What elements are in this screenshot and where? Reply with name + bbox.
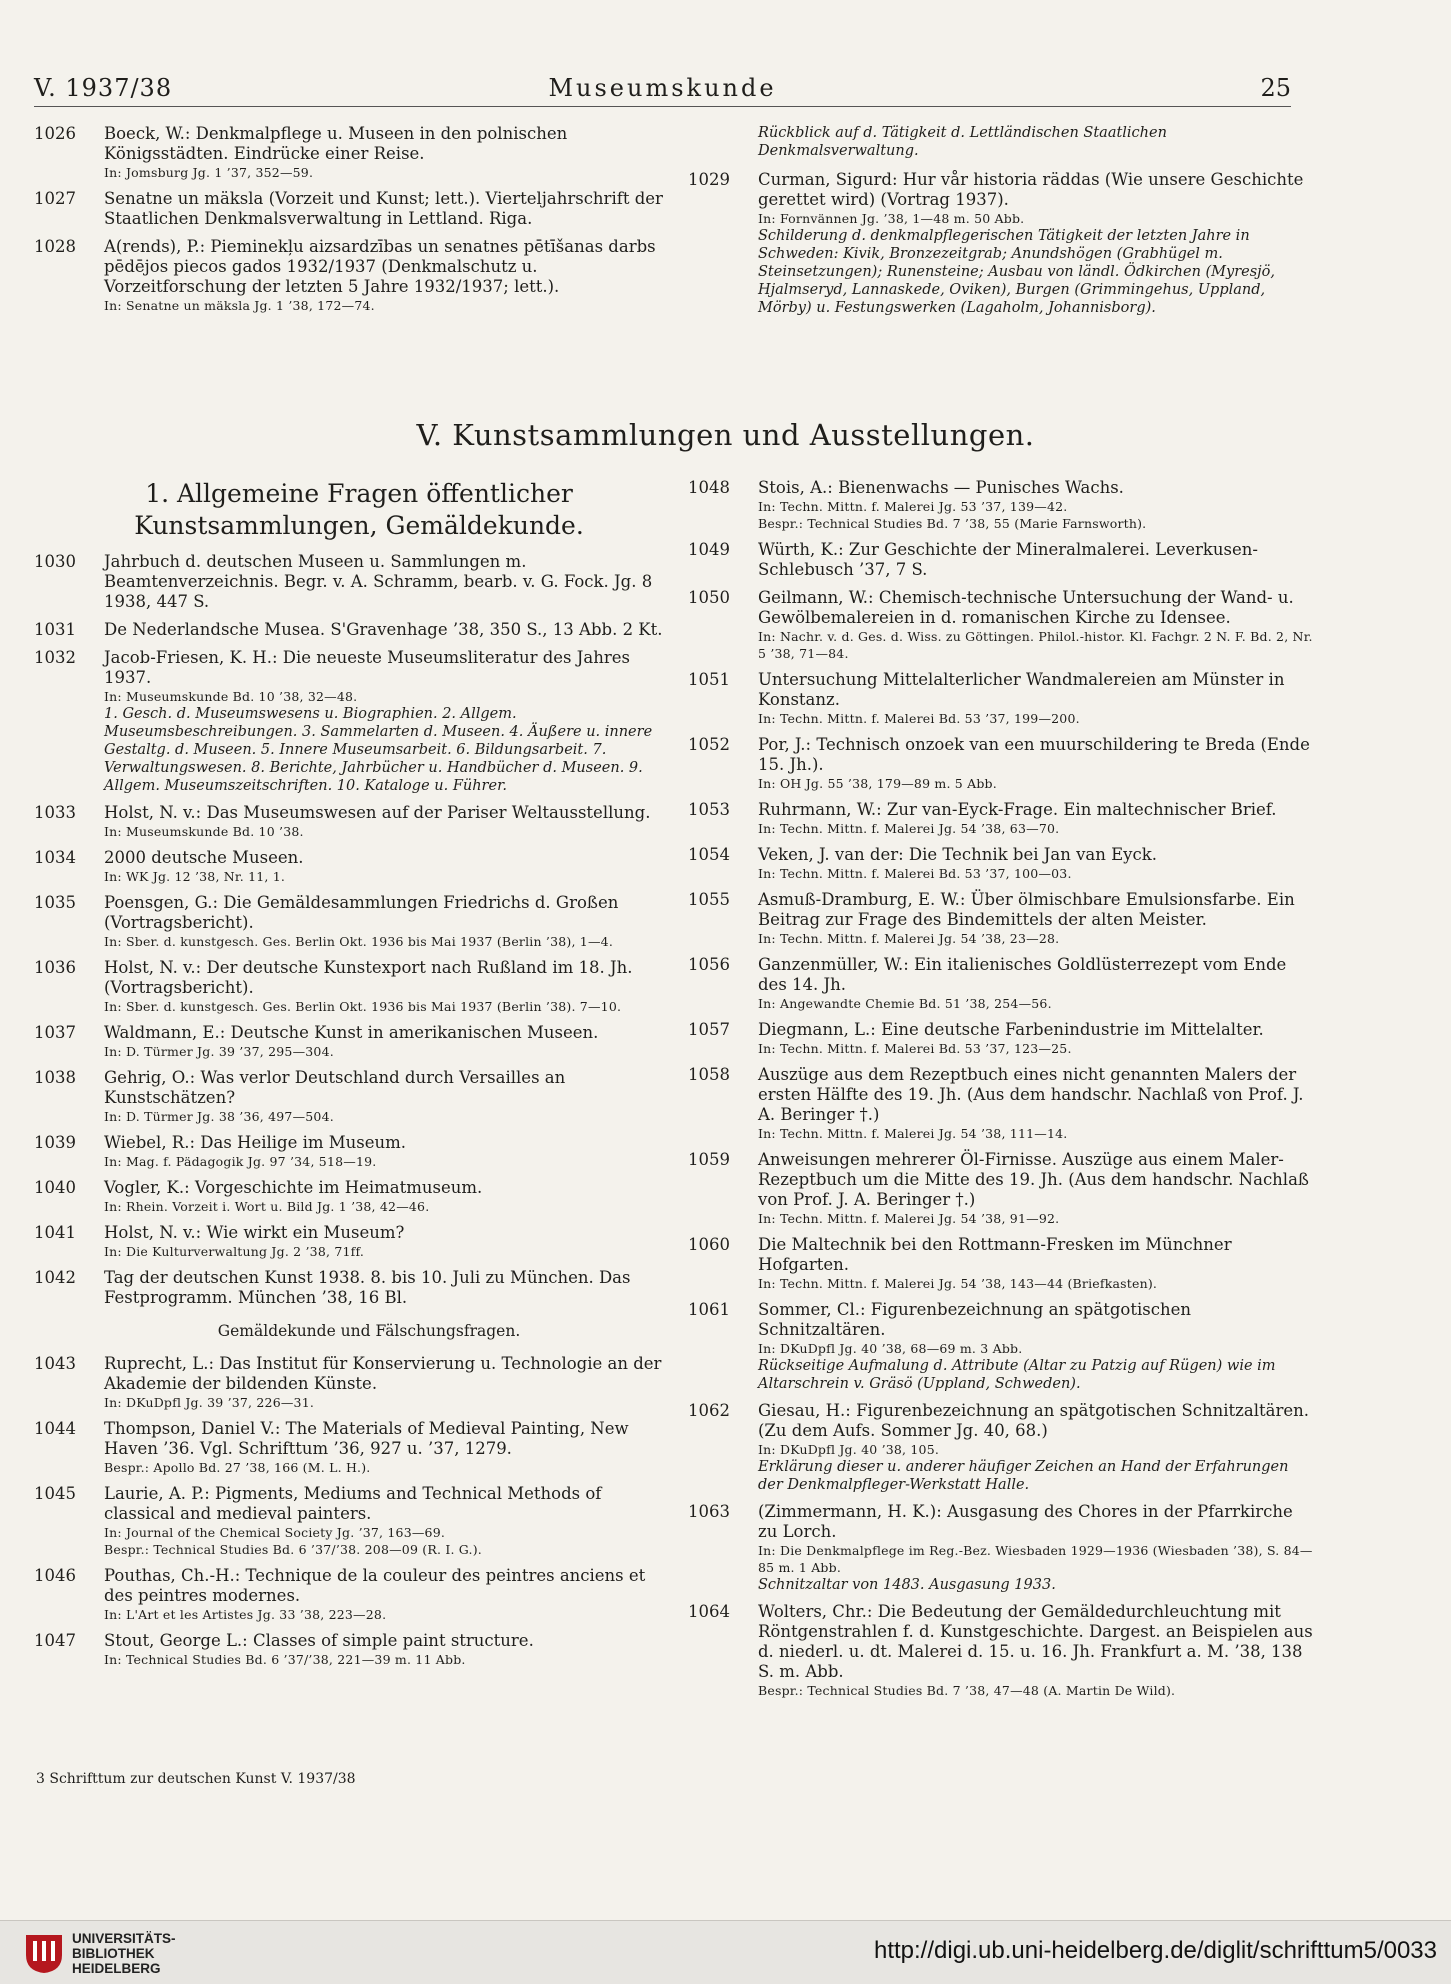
entry-title: Vogler, K.: Vorgeschichte im Heimatmuseum. xyxy=(104,1178,483,1197)
entry-number: 1049 xyxy=(688,540,730,559)
entry-source: In: Senatne un mäksla Jg. 1 ’38, 172—74. xyxy=(104,298,375,313)
entry-source: In: Techn. Mittn. f. Malerei Jg. 54 ’38, 111—14. xyxy=(758,1126,1068,1141)
section-running-title: Museumskunde xyxy=(548,74,777,102)
bibliography-entry xyxy=(688,478,1313,532)
entry-annotation: Rückseitige Aufmalung d. Attribute (Altar zu Patzig auf Rügen) wie im Altarschrein v. Gräsö (Uppland, Schweden). xyxy=(758,1358,1276,1392)
bibliography-entry xyxy=(688,845,1313,882)
bibliography-entry xyxy=(34,1354,664,1411)
entry-title: Curman, Sigurd: Hur vår historia räddas (Wie unsere Geschichte gerettet wird) (Vortrag 1937). xyxy=(758,170,1304,209)
entry-title: Por, J.: Technisch onzoek van een muurschildering te Breda (Ende 15. Jh.). xyxy=(758,735,1310,774)
bibliography-entry xyxy=(688,540,1313,580)
entry-source: In: Techn. Mittn. f. Malerei Jg. 53 ’37, 139—42. xyxy=(758,499,1068,514)
bibliography-entry xyxy=(688,588,1313,662)
page-number: 25 xyxy=(1260,74,1291,102)
bibliography-entry xyxy=(34,124,664,181)
entry-source: In: L'Art et les Artistes Jg. 33 ’38, 223—28. xyxy=(104,1607,387,1622)
entry-source: In: DKuDpfl Jg. 40 ’38, 105. xyxy=(758,1442,940,1457)
bibliography-entry xyxy=(34,1631,664,1668)
entry-title: Die Maltechnik bei den Rottmann-Fresken im Münchner Hofgarten. xyxy=(758,1235,1232,1274)
entry-title: Pouthas, Ch.-H.: Technique de la couleur des peintres anciens et des peintres modernes. xyxy=(104,1566,646,1605)
entry-number: 1057 xyxy=(688,1020,730,1039)
entry-source: In: DKuDpfl Jg. 39 ’37, 226—31. xyxy=(104,1395,315,1410)
section-title: V. Kunstsammlungen und Ausstellungen. xyxy=(416,418,1035,452)
entry-title: Untersuchung Mittelalterlicher Wandmalereien am Münster in Konstanz. xyxy=(758,670,1285,709)
entry-source: In: Fornvännen Jg. ’38, 1—48 m. 50 Abb. xyxy=(758,211,1025,226)
library-logo-icon xyxy=(22,1929,66,1975)
entry-source: In: D. Türmer Jg. 38 ’36, 497—504. xyxy=(104,1109,334,1124)
bibliography-entry xyxy=(34,1268,664,1308)
entry-title: Holst, N. v.: Der deutsche Kunstexport nach Rußland im 18. Jh. (Vortragsbericht). xyxy=(104,958,633,997)
bibliography-entry xyxy=(34,648,664,795)
entry-title: A(rends), P.: Pieminekļu aizsardzības un senatnes pētīšanas darbs pēdējos piecos gados 1932/1937 (Denkmalschutz u. Vorzeitforschung der letzten 5 Jahre 1932/1937; lett.). xyxy=(104,237,656,296)
entry-number: 1036 xyxy=(34,958,76,977)
entry-title: Wolters, Chr.: Die Bedeutung der Gemäldedurchleuchtung mit Röntgenstrahlen f. d. Kunstgeschichte. Dargest. an Beispielen aus d. niederl. u. dt. Malerei d. 15. u. 16. Jh. Frankfurt a. M. ’38, 138 S. m. Abb. xyxy=(758,1602,1313,1681)
entry-source: In: Die Kulturverwaltung Jg. 2 ’38, 71ff. xyxy=(104,1244,365,1259)
entry-number: 1059 xyxy=(688,1150,730,1169)
entry-title: Ruprecht, L.: Das Institut für Konservierung u. Technologie an der Akademie der bildenden Künste. xyxy=(104,1354,662,1393)
entry-source: In: Rhein. Vorzeit i. Wort u. Bild Jg. 1 ’38, 42—46. xyxy=(104,1199,430,1214)
entry-source: In: D. Türmer Jg. 39 ’37, 295—304. xyxy=(104,1044,334,1059)
entry-title: Ganzenmüller, W.: Ein italienisches Goldlüsterrezept vom Ende des 14. Jh. xyxy=(758,955,1287,994)
entry-title: Stois, A.: Bienenwachs — Punisches Wachs. xyxy=(758,478,1124,497)
bibliography-entry xyxy=(34,1566,664,1623)
entry-title: Sommer, Cl.: Figurenbezeichnung an spätgotischen Schnitzaltären. xyxy=(758,1300,1191,1339)
entry-title: Veken, J. van der: Die Technik bei Jan van Eyck. xyxy=(758,845,1157,864)
bibliography-entry xyxy=(34,1223,664,1260)
bibliography-entry xyxy=(688,670,1313,727)
entry-title: Geilmann, W.: Chemisch-technische Untersuchung der Wand- u. Gewölbemalereien in d. romanischen Kirche zu Idensee. xyxy=(758,588,1294,627)
entry-title: Tag der deutschen Kunst 1938. 8. bis 10. Juli zu München. Das Festprogramm. München ’38, 16 Bl. xyxy=(104,1268,631,1307)
bibliography-entry xyxy=(34,1484,664,1558)
library-banner xyxy=(0,1920,1451,1984)
bibliography-entry xyxy=(688,1235,1313,1292)
entry-source: Bespr.: Technical Studies Bd. 7 ’38, 47—48 (A. Martin De Wild). xyxy=(758,1683,1176,1698)
entry-number: 1050 xyxy=(688,588,730,607)
entry-number: 1048 xyxy=(688,478,730,497)
entry-source: In: Museumskunde Bd. 10 ’38, 32—48. xyxy=(104,689,358,704)
entry-number: 1043 xyxy=(34,1354,76,1373)
entry-number: 1032 xyxy=(34,648,76,667)
entry-source: In: Angewandte Chemie Bd. 51 ’38, 254—56. xyxy=(758,996,1052,1011)
entry-source: In: Techn. Mittn. f. Malerei Jg. 54 ’38, 63—70. xyxy=(758,821,1060,836)
entry-number: 1037 xyxy=(34,1023,76,1042)
right-column xyxy=(688,478,1313,1707)
entry-number: 1038 xyxy=(34,1068,76,1087)
entry-review: Bespr.: Technical Studies Bd. 6 ’37/’38. 208—09 (R. I. G.). xyxy=(104,1542,482,1557)
entry-source: In: Techn. Mittn. f. Malerei Bd. 53 ’37, 123—25. xyxy=(758,1041,1072,1056)
entry-number: 1044 xyxy=(34,1419,76,1438)
entry-number: 1026 xyxy=(34,124,76,143)
entry-annotation: Schnitzaltar von 1483. Ausgasung 1933. xyxy=(758,1577,1056,1593)
entry-number: 1047 xyxy=(34,1631,76,1650)
entry-title: Auszüge aus dem Rezeptbuch eines nicht genannten Malers der ersten Hälfte des 19. Jh. (Aus dem handschr. Nachlaß von Prof. J. A. Beringer †.) xyxy=(758,1065,1304,1124)
entry-number: 1042 xyxy=(34,1268,76,1287)
bibliography-entry xyxy=(34,848,664,885)
entry-annotation: Erklärung dieser u. anderer häufiger Zeichen an Hand der Erfahrungen der Denkmalpfleger-Werkstatt Halle. xyxy=(758,1459,1289,1493)
entry-source: In: WK Jg. 12 ’38, Nr. 11, 1. xyxy=(104,869,286,884)
entry-number: 1028 xyxy=(34,237,76,256)
entry-number: 1054 xyxy=(688,845,730,864)
entry-number: 1045 xyxy=(34,1484,76,1503)
entry-source: In: DKuDpfl Jg. 40 ’38, 68—69 m. 3 Abb. xyxy=(758,1341,1023,1356)
entry-title: Jahrbuch d. deutschen Museen u. Sammlungen m. Beamtenverzeichnis. Begr. v. A. Schramm, bearb. v. G. Fock. Jg. 8 1938, 447 S. xyxy=(104,552,653,611)
entry-title: Gehrig, O.: Was verlor Deutschland durch Versailles an Kunstschätzen? xyxy=(104,1068,566,1107)
bibliography-entry xyxy=(688,1401,1313,1494)
bibliography-entry xyxy=(34,1178,664,1215)
entry-source: In: Journal of the Chemical Society Jg. ’37, 163—69. xyxy=(104,1525,446,1540)
volume-label: V. 1937/38 xyxy=(34,74,173,102)
bibliography-entry xyxy=(34,803,664,840)
bibliography-entry xyxy=(688,890,1313,947)
entry-annotation: 1. Gesch. d. Museumswesens u. Biographien. 2. Allgem. Museumsbeschreibungen. 3. Sammelarten d. Museen. 4. Äußere u. innere Gestaltg. d. Museen. 5. Innere Museumsarbeit. 6. Bildungsarbeit. 7. Verwaltungswesen. 8. Berichte, Jahrbücher u. Handbücher d. Museen. 9. Allgem. Museumszeitschriften. 10. Kataloge u. Führer. xyxy=(104,706,653,794)
entry-source: In: Mag. f. Pädagogik Jg. 97 ’34, 518—19. xyxy=(104,1154,377,1169)
entry-number: 1041 xyxy=(34,1223,76,1242)
entry-number: 1061 xyxy=(688,1300,730,1319)
bibliography-entry xyxy=(34,1419,664,1476)
entry-number: 1060 xyxy=(688,1235,730,1254)
entry-number: 1039 xyxy=(34,1133,76,1152)
entry-title: Poensgen, G.: Die Gemäldesammlungen Friedrichs d. Großen (Vortragsbericht). xyxy=(104,893,619,932)
permalink-url[interactable]: http://digi.ub.uni-heidelberg.de/diglit/schrifttum5/0033 xyxy=(873,1937,1437,1964)
entry-number: 1062 xyxy=(688,1401,730,1420)
bibliography-entry xyxy=(688,1150,1313,1227)
entry-title: Anweisungen mehrerer Öl-Firnisse. Auszüge aus einem Maler-Rezeptbuch um die Mitte des 19. Jh. (Aus dem handschr. Nachlaß von Prof. J. A. Beringer †.) xyxy=(758,1150,1309,1209)
entry-source: In: Museumskunde Bd. 10 ’38. xyxy=(104,824,304,839)
entry-number: 1046 xyxy=(34,1566,76,1585)
bibliography-entry xyxy=(34,893,664,950)
entry-number: 1035 xyxy=(34,893,76,912)
running-header xyxy=(34,70,1291,107)
entry-annotation: Schilderung d. denkmalpflegerischen Tätigkeit der letzten Jahre in Schweden: Kivik, Bronzezeitgrab; Anundshögen (Grabhügel m. Steinsetzungen); Runensteine; Ausbau von ländl. Ödkirchen (Myresjö, Hjalmseryd, Lannaskede, Oviken), Burgen (Grimmingehus, Uppland, Mörby) u. Festungswerken (Lagaholm, Johannisborg). xyxy=(758,228,1276,316)
entry-title: Holst, N. v.: Das Museumswesen auf der Pariser Weltausstellung. xyxy=(104,803,651,822)
bibliography-entry xyxy=(688,1300,1313,1393)
entry-title: Wiebel, R.: Das Heilige im Museum. xyxy=(104,1133,407,1152)
entry-number: 1040 xyxy=(34,1178,76,1197)
bibliography-entry xyxy=(34,552,664,612)
left-column xyxy=(34,478,664,1676)
entry-title: (Zimmermann, H. K.): Ausgasung des Chores in der Pfarrkirche zu Lorch. xyxy=(758,1502,1293,1541)
entry-number: 1051 xyxy=(688,670,730,689)
entry-title: 2000 deutsche Museen. xyxy=(104,848,304,867)
entry-title: Stout, George L.: Classes of simple paint structure. xyxy=(104,1631,534,1650)
entry-source: In: Jomsburg Jg. 1 ’37, 352—59. xyxy=(104,165,314,180)
entry-number: 1030 xyxy=(34,552,76,571)
entry-title: Jacob-Friesen, K. H.: Die neueste Museumsliteratur des Jahres 1937. xyxy=(104,648,630,687)
entry-number: 1031 xyxy=(34,620,76,639)
bibliography-entry xyxy=(688,800,1313,837)
entry-title: Giesau, H.: Figurenbezeichnung an spätgotischen Schnitzaltären. (Zu dem Aufs. Sommer Jg. 40, 68.) xyxy=(758,1401,1309,1440)
entry-title: Waldmann, E.: Deutsche Kunst in amerikanischen Museen. xyxy=(104,1023,599,1042)
entry-number: 1052 xyxy=(688,735,730,754)
entry-title: De Nederlandsche Musea. S'Gravenhage ’38, 350 S., 13 Abb. 2 Kt. xyxy=(104,620,663,639)
continued-annotation: Rückblick auf d. Tätigkeit d. Lettländischen Staatlichen Denkmalsverwaltung. xyxy=(758,125,1167,159)
entry-number: 1064 xyxy=(688,1602,730,1621)
bibliography-entry xyxy=(688,1065,1313,1142)
top-right-column xyxy=(688,124,1313,325)
entry-source: In: Techn. Mittn. f. Malerei Bd. 53 ’37, 199—200. xyxy=(758,711,1080,726)
entry-number: 1029 xyxy=(688,170,730,189)
entry-number: 1034 xyxy=(34,848,76,867)
bibliography-entry xyxy=(688,955,1313,1012)
entry-title: Laurie, A. P.: Pigments, Mediums and Technical Methods of classical and medieval painters. xyxy=(104,1484,602,1523)
entry-number: 1055 xyxy=(688,890,730,909)
entry-source: In: Techn. Mittn. f. Malerei Jg. 54 ’38, 91—92. xyxy=(758,1211,1060,1226)
entry-number: 1063 xyxy=(688,1502,730,1521)
entry-number: 1033 xyxy=(34,803,76,822)
entry-source: In: Sber. d. kunstgesch. Ges. Berlin Okt. 1936 bis Mai 1937 (Berlin ’38). 7—10. xyxy=(104,999,622,1014)
bibliography-entry xyxy=(34,620,664,640)
bibliography-entry xyxy=(688,735,1313,792)
entry-number: 1053 xyxy=(688,800,730,819)
bibliography-entry xyxy=(34,1023,664,1060)
subsubsection-title: Gemäldekunde und Fälschungsfragen. xyxy=(217,1322,521,1340)
entry-source: In: Techn. Mittn. f. Malerei Bd. 53 ’37, 100—03. xyxy=(758,866,1072,881)
library-name: UNIVERSITÄTS- BIBLIOTHEK HEIDELBERG xyxy=(72,1931,176,1976)
signature-footer: 3 Schrifttum zur deutschen Kunst V. 1937/38 xyxy=(36,1771,356,1787)
entry-source: In: Technical Studies Bd. 6 ’37/’38, 221—39 m. 11 Abb. xyxy=(104,1652,466,1667)
entry-source: In: OH Jg. 55 ’38, 179—89 m. 5 Abb. xyxy=(758,776,997,791)
bibliography-entry xyxy=(688,1020,1313,1057)
bibliography-entry xyxy=(688,170,1313,317)
entry-source: In: Sber. d. kunstgesch. Ges. Berlin Okt. 1936 bis Mai 1937 (Berlin ’38), 1—4. xyxy=(104,934,613,949)
bibliography-entry xyxy=(688,1502,1313,1594)
bibliography-entry xyxy=(34,1133,664,1170)
subsection-title: 1. Allgemeine Fragen öffentlicher Kunstsammlungen, Gemäldekunde. xyxy=(134,479,584,540)
entry-number: 1056 xyxy=(688,955,730,974)
top-left-column xyxy=(34,124,664,322)
entry-source: In: Nachr. v. d. Ges. d. Wiss. zu Göttingen. Philol.-histor. Kl. Fachgr. 2 N. F. Bd. 2, Nr. 5 ’38, 71—84. xyxy=(758,629,1313,661)
entry-title: Ruhrmann, W.: Zur van-Eyck-Frage. Ein maltechnischer Brief. xyxy=(758,800,1277,819)
entry-title: Holst, N. v.: Wie wirkt ein Museum? xyxy=(104,1223,405,1242)
entry-title: Thompson, Daniel V.: The Materials of Medieval Painting, New Haven ’36. Vgl. Schrifttum ’36, 927 u. ’37, 1279. xyxy=(104,1419,629,1458)
entry-source: In: Die Denkmalpflege im Reg.-Bez. Wiesbaden 1929—1936 (Wiesbaden ’38), S. 84—85 m. 1 Abb. xyxy=(758,1543,1313,1575)
entry-number: 1058 xyxy=(688,1065,730,1084)
entry-title: Asmuß-Dramburg, E. W.: Über ölmischbare Emulsionsfarbe. Ein Beitrag zur Frage des Bindemittels der alten Meister. xyxy=(758,890,1295,929)
bibliography-entry xyxy=(34,958,664,1015)
entry-title: Diegmann, L.: Eine deutsche Farbenindustrie im Mittelalter. xyxy=(758,1020,1264,1039)
bibliography-entry xyxy=(34,237,664,314)
entry-review: Bespr.: Technical Studies Bd. 7 ’38, 55 (Marie Farnsworth). xyxy=(758,516,1147,531)
entry-title: Würth, K.: Zur Geschichte der Mineralmalerei. Leverkusen-Schlebusch ’37, 7 S. xyxy=(758,540,1258,579)
bibliography-entry xyxy=(34,189,664,229)
entry-source: Bespr.: Apollo Bd. 27 ’38, 166 (M. L. H.). xyxy=(104,1460,371,1475)
entry-source: In: Techn. Mittn. f. Malerei Jg. 54 ’38, 23—28. xyxy=(758,931,1060,946)
entry-title: Boeck, W.: Denkmalpflege u. Museen in den polnischen Königsstädten. Eindrücke einer Reise. xyxy=(104,124,568,163)
bibliography-entry xyxy=(34,1068,664,1125)
bibliography-entry xyxy=(688,1602,1313,1699)
entry-number: 1027 xyxy=(34,189,76,208)
entry-source: In: Techn. Mittn. f. Malerei Jg. 54 ’38, 143—44 (Briefkasten). xyxy=(758,1276,1158,1291)
entry-title: Senatne un mäksla (Vorzeit und Kunst; lett.). Vierteljahrschrift der Staatlichen Denkmalsverwaltung in Lettland. Riga. xyxy=(104,189,663,228)
